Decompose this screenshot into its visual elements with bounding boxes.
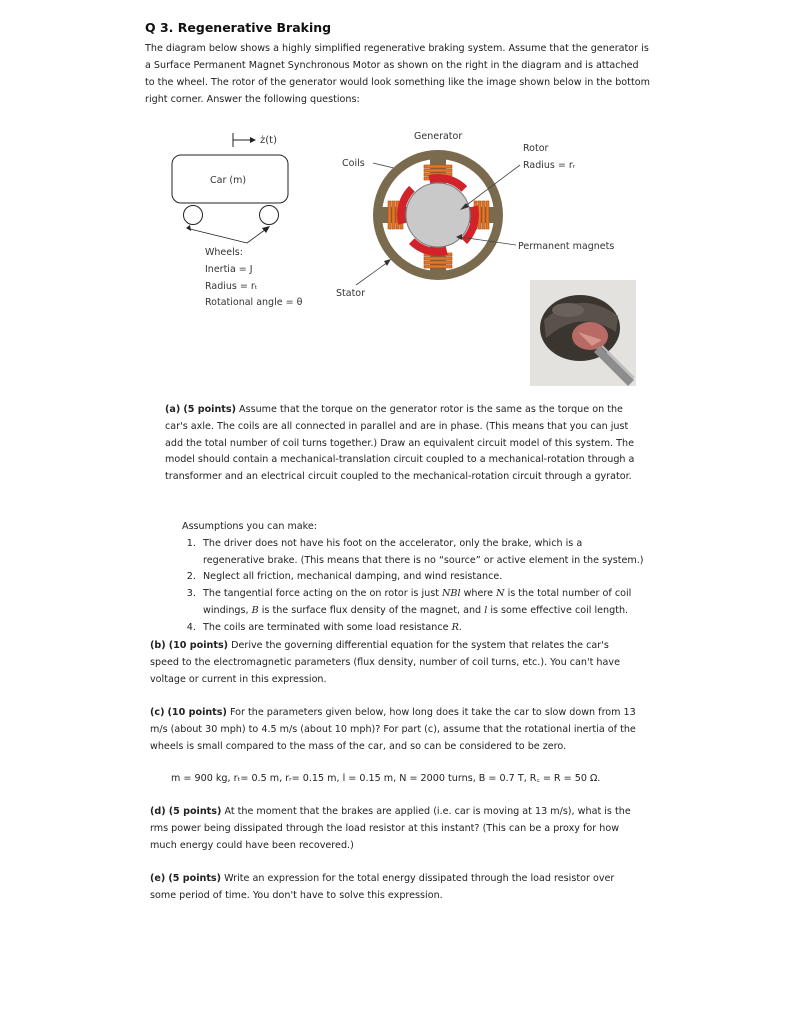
- wheels-radius: Radius = rₜ: [205, 281, 258, 292]
- parameters: m = 900 kg, rₜ= 0.5 m, rᵣ= 0.15 m, l = 0.15 m, N = 2000 turns, B = 0.7 T, R꜀ = R = 50 Ω.: [171, 773, 601, 784]
- wheels-title: Wheels:: [205, 247, 243, 258]
- assumptions-title: Assumptions you can make:: [182, 521, 318, 532]
- wheels-inertia: Inertia = J: [205, 264, 253, 275]
- part-b-label: (b): [150, 640, 166, 651]
- part-c: [150, 705, 640, 755]
- coils-label: Coils: [342, 158, 365, 169]
- part-e-label: (e): [150, 873, 166, 884]
- question-intro: The diagram below shows a highly simplified regenerative braking system. Assume that the generator is a Surface Permanent Magnet Synchronous Motor as shown on the right in the diagram and is attached to the wheel. The rotor of the generator would look something like the image shown below in the bottom right corner. Answer the following questions:: [145, 43, 650, 105]
- part-d-text: At the moment that the brakes are applied (i.e. car is moving at 13 m/s), what is the rms power being dissipated through the load resistor at this instant? (This can be a proxy for how much energy could have been recovered.): [150, 806, 631, 851]
- part-c-text: For the parameters given below, how long does it take the car to slow down from 13 m/s (about 30 mph) to 4.5 m/s (about 10 mph)? For part (c), assume that the rotational inertia of the wheels is small compared to the mass of the car, and so can be considered to be zero.: [150, 707, 636, 752]
- part-b-points: (10 points): [168, 640, 229, 651]
- wheel-pointer: [190, 229, 247, 243]
- part-e-text: Write an expression for the total energy dissipated through the load resistor over some period of time. You don't have to solve this expression.: [150, 873, 615, 901]
- part-d-points: (5 points): [168, 806, 222, 817]
- part-a-text: Assume that the torque on the generator rotor is the same as the torque on the car's axle. The coils are all connected in parallel and are in phase. (This means that you can just add the total number of coil turns together.) Draw an equivalent circuit model of this system. The model should contain a mechanical-translation circuit coupled to a mechanical-rotation through a transformer and an electrical circuit coupled to the mechanical-rotation circuit through a gyrator.: [165, 404, 635, 483]
- wheels-angle: Rotational angle = θ: [205, 297, 303, 308]
- wheel-right: [260, 206, 279, 225]
- assumptions: [182, 519, 645, 637]
- part-d-label: (d): [150, 806, 166, 817]
- rotor-photo: [530, 280, 636, 386]
- part-c-points: (10 points): [167, 707, 227, 718]
- part-a-points: (5 points): [183, 404, 236, 415]
- assumption-item: 2. Neglect all friction, mechanical damping, and wind resistance.: [199, 569, 645, 586]
- assumption-item: 1. The driver does not have his foot on the accelerator, only the brake, which is a regenerative brake. (This means that there is no “source” or active element in the system.): [199, 536, 645, 570]
- stator-label: Stator: [336, 288, 366, 299]
- assumption-item: 4. The coils are terminated with some load resistance R.: [199, 620, 645, 637]
- car-label: Car (m): [210, 175, 247, 186]
- part-c-label: (c): [150, 707, 165, 718]
- part-d: [150, 804, 640, 854]
- velocity-label: ż(t): [260, 135, 277, 146]
- generator-label: Generator: [414, 131, 463, 142]
- assumption-item: 3. The tangential force acting on the on rotor is just NBl where N is the total number of coil windings, B is the surface flux density of the magnet, and l is some effective coil length.: [199, 586, 645, 620]
- wheel-left: [184, 206, 203, 225]
- part-b-text: Derive the governing differential equation for the system that relates the car's speed to the electromagnetic parameters (flux density, number of coil turns, etc.). You can't have voltage or current in this expression.: [150, 640, 620, 685]
- part-b: [150, 638, 640, 688]
- question-title: Q 3. Regenerative Braking: [145, 20, 332, 35]
- part-a: [165, 402, 645, 486]
- generator-motor: [373, 150, 503, 280]
- rotor-radius: Radius = rᵣ: [523, 160, 576, 171]
- magnets-label: Permanent magnets: [518, 241, 615, 252]
- rotor-label: Rotor: [523, 143, 549, 154]
- part-e-points: (5 points): [168, 873, 222, 884]
- velocity-arrow-icon: [233, 133, 256, 147]
- part-a-label: (a): [165, 404, 181, 415]
- part-e: [150, 871, 640, 905]
